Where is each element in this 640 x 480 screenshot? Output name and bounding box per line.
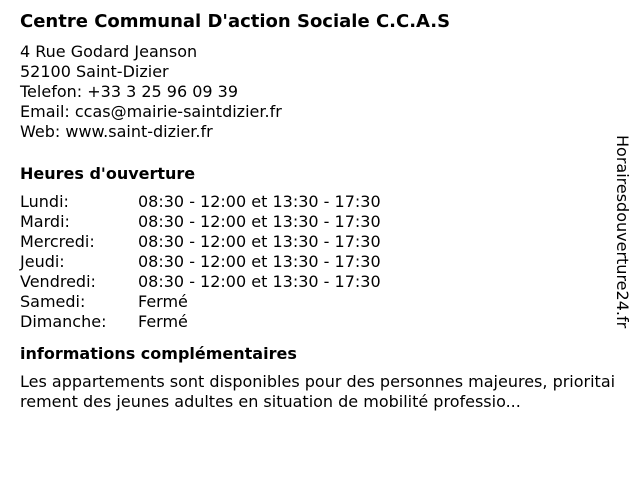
- web-line: Web: www.saint-dizier.fr: [20, 122, 213, 141]
- day-label: Samedi:: [20, 292, 86, 311]
- hours-value: Fermé: [138, 292, 188, 311]
- hours-value: 08:30 - 12:00 et 13:30 - 17:30: [138, 192, 381, 211]
- hours-value: 08:30 - 12:00 et 13:30 - 17:30: [138, 232, 381, 251]
- phone-line: Telefon: +33 3 25 96 09 39: [20, 82, 239, 101]
- street-address: 4 Rue Godard Jeanson: [20, 42, 198, 61]
- hours-row-sunday: [20, 312, 610, 332]
- email-line: Email: ccas@mairie-saintdizier.fr: [20, 102, 282, 121]
- day-label: Dimanche:: [20, 312, 107, 331]
- address-block: [20, 42, 610, 142]
- day-label: Jeudi:: [20, 252, 65, 271]
- organization-title: Centre Communal D'action Sociale C.C.A.S: [20, 11, 451, 32]
- hours-value: 08:30 - 12:00 et 13:30 - 17:30: [138, 272, 381, 291]
- hours-value: 08:30 - 12:00 et 13:30 - 17:30: [138, 252, 381, 271]
- hours-row-tuesday: [20, 212, 610, 232]
- day-label: Vendredi:: [20, 272, 96, 291]
- opening-hours-heading: Heures d'ouverture: [20, 164, 196, 183]
- hours-value: 08:30 - 12:00 et 13:30 - 17:30: [138, 212, 381, 231]
- additional-info-text: Les appartements sont disponibles pour des personnes majeures, prioritairement des jeunes adultes en situation de mobilité professio...: [20, 372, 616, 411]
- postal-city: 52100 Saint-Dizier: [20, 62, 169, 81]
- day-label: Mercredi:: [20, 232, 95, 251]
- opening-hours-table: [20, 192, 610, 332]
- day-label: Lundi:: [20, 192, 69, 211]
- day-label: Mardi:: [20, 212, 70, 231]
- hours-row-monday: [20, 192, 610, 212]
- hours-row-friday: [20, 272, 610, 292]
- hours-row-thursday: [20, 252, 610, 272]
- hours-value: Fermé: [138, 312, 188, 331]
- hours-row-saturday: [20, 292, 610, 312]
- hours-row-wednesday: [20, 232, 610, 252]
- opening-hours-card: [20, 10, 616, 412]
- site-brand-label: Horairesdouverture24.fr: [613, 135, 632, 329]
- additional-info-heading: informations complémentaires: [20, 344, 297, 363]
